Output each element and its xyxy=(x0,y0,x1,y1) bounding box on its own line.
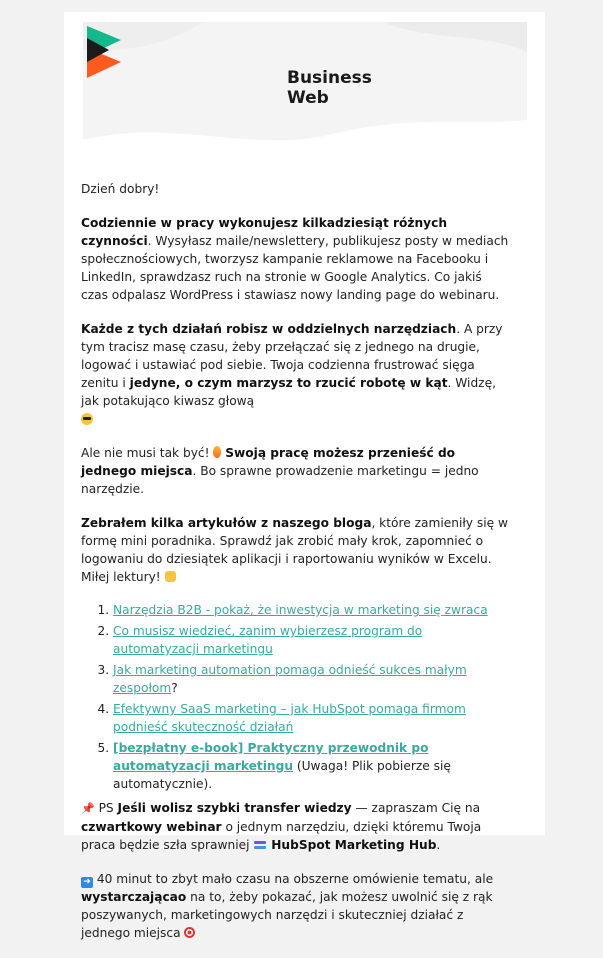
solution-text-1: Ale nie musi tak być! xyxy=(81,446,214,460)
email-content xyxy=(81,180,511,958)
paragraph-ps: 📌 PS Jeśli wolisz szybki transfer wiedzy — zapraszam Cię na czwartkowy webinar o jednym narzędziu, dzięki któremu Twoja praca będzie szła sprawniej HubSpot Marketing Hub. xyxy=(81,801,482,852)
article-3-suffix: ? xyxy=(171,681,178,695)
brand-name xyxy=(287,68,372,108)
list-item xyxy=(113,622,511,658)
intro-bold: Codziennie w pracy wykonujesz kilkadziesiąt różnych czynności xyxy=(81,216,448,248)
brand-line-1: Business xyxy=(287,68,372,88)
problem-text-2: . Widzę, jak potakująco kiwasz głową xyxy=(81,376,496,408)
sunglasses-emoji-icon xyxy=(81,413,93,425)
paragraph-solution xyxy=(81,444,511,498)
details-text-2: na to, żeby pokazać, jak możesz uwolnić się z rąk poszywanych, marketingowych narzędzi i skuteczniej działać z jednego miejsca xyxy=(81,890,493,940)
ps-bold-hubspot: HubSpot Marketing Hub xyxy=(271,838,437,852)
hubspot-icon xyxy=(253,839,267,851)
list-item xyxy=(113,700,511,736)
details-text-1: 40 minut to zbyt mało czasu na obszerne omówienie tematu, ale xyxy=(93,872,494,886)
ps-bold-webinar: czwartkowy webinar xyxy=(81,820,222,834)
email-header-banner xyxy=(83,22,527,150)
articles-list xyxy=(81,601,511,793)
ps-text-1: — zapraszam Cię na xyxy=(351,801,481,815)
ebook-link[interactable]: [bezpłatny e-book] Praktyczny przewodnik po automatyzacji marketingu xyxy=(113,741,429,773)
ps-text-2: o jednym narzędziu, dzięki któremu Twoja praca będzie szła sprawniej xyxy=(81,820,482,852)
details-bold: wystarczającao xyxy=(81,890,187,904)
articles-intro-bold: Zebrałem kilka artykułów z naszego bloga xyxy=(81,516,372,530)
email-body xyxy=(64,12,545,940)
greeting: Dzień dobry! xyxy=(81,182,160,196)
business-web-logo-icon xyxy=(83,22,125,82)
ok-hand-emoji-icon xyxy=(165,571,176,582)
paragraph-problem xyxy=(81,320,511,428)
arrow-right-emoji-icon: ➜ xyxy=(81,877,93,888)
articles-intro-text: , które zamieniły się w formę mini poradnika. Sprawdź jak zrobić mały krok, zapomnieć o logowaniu do dziesiątek aplikacji i raportowaniu wyników w Excelu. Miłej lektury! xyxy=(81,516,508,584)
intro-text: . Wysyłasz maile/newslettery, publikujesz posty w mediach społecznościowych, tworzysz kampanie reklamowe na Facebooku i LinkedIn, sprawdzasz ruch na stronie w Google Analytics. Co jakiś czas odpalasz WordPress i stawiasz nowy landing page do webinaru. xyxy=(81,234,509,302)
problem-bold-2: jedyne, o czym marzysz to rzucić robotę w kąt xyxy=(129,376,448,390)
brand-line-2: Web xyxy=(287,88,329,108)
paragraph-webinar-details xyxy=(81,870,511,942)
target-emoji-icon xyxy=(184,927,195,938)
list-item xyxy=(113,739,511,793)
article-link-4[interactable]: Efektywny SaaS marketing – jak HubSpot pomaga firmom podnieść skuteczność działań xyxy=(113,702,466,734)
article-link-3[interactable]: Jak marketing automation pomaga odnieść sukces małym zespołom xyxy=(113,663,467,695)
article-link-1[interactable]: Narzędzia B2B - pokaż, że inwestycja w marketing się zwraca xyxy=(113,603,488,617)
list-item xyxy=(113,661,511,697)
problem-bold-1: Każde z tych działań robisz w oddzielnych narzędziach xyxy=(81,322,457,336)
paragraph-articles-intro xyxy=(81,514,511,586)
fire-emoji-icon xyxy=(213,446,221,458)
problem-text-1: . A przy tym tracisz masę czasu, żeby przełączać się z jednego na drugie, logować i ustawiać pod siebie. Twoja codzienna frustrować sięga zenitu i xyxy=(81,322,503,390)
pushpin-emoji-icon: 📌 xyxy=(81,802,95,815)
ps-bold-1: Jeśli wolisz szybki transfer wiedzy xyxy=(117,801,352,815)
solution-text-2: . Bo sprawne prowadzenie marketingu = jedno narzędzie. xyxy=(81,464,479,496)
list-item xyxy=(113,601,511,619)
article-link-2[interactable]: Co musisz wiedzieć, zanim wybierzesz program do automatyzacji marketingu xyxy=(113,624,423,656)
ebook-note: (Uwaga! Plik pobierze się automatycznie). xyxy=(113,759,451,791)
paragraph-intro xyxy=(81,214,511,304)
solution-bold: Swoją pracę możesz przenieść do jednego miejsca xyxy=(81,446,456,478)
ps-prefix: PS xyxy=(94,801,118,815)
